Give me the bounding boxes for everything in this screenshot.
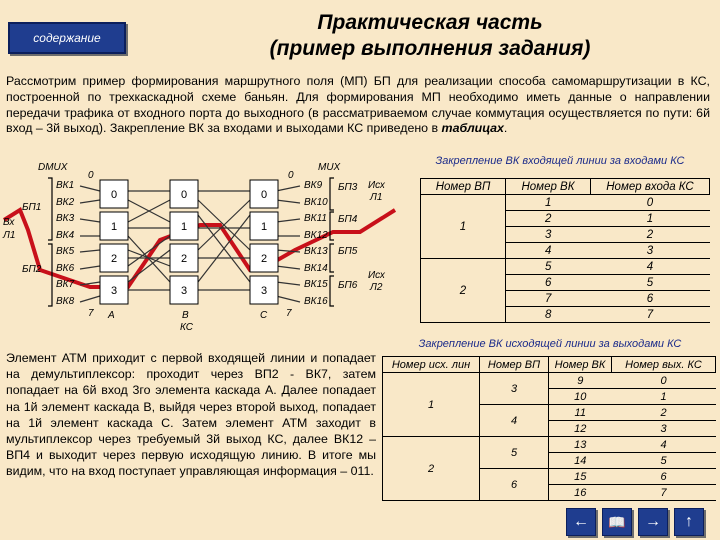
vk-out-10: ВК10 [304, 197, 328, 208]
out-line-2-b: Л2 [370, 282, 383, 293]
table2-vk: 9 [549, 373, 612, 389]
vk-in-3: ВК3 [56, 213, 75, 224]
back-button[interactable]: ← [566, 508, 596, 536]
table2-vk: 14 [549, 453, 612, 469]
table1-vk: 2 [506, 211, 591, 227]
vk-in-8: ВК8 [56, 296, 75, 307]
page-title [150, 10, 710, 62]
port-b-2: 2 [180, 253, 188, 265]
vk-out-16: ВК16 [304, 296, 328, 307]
intro-end: . [503, 121, 508, 136]
table2-output: 4 [612, 437, 716, 453]
table1-vk: 7 [506, 291, 591, 307]
zero-right: 0 [288, 170, 294, 181]
table1-vk: 3 [506, 227, 591, 243]
table2-vk: 10 [549, 389, 612, 405]
title-line-1: Практическая часть [317, 11, 543, 34]
up-button[interactable]: ↑ [674, 508, 704, 536]
table1-input: 5 [591, 275, 710, 291]
table1-caption: Закрепление ВК входящей линии за входами КС [410, 155, 710, 167]
port-a-3: 3 [110, 285, 118, 297]
switch-elements [100, 180, 278, 304]
bp2-label: БП2 [22, 264, 42, 275]
table1-vk: 5 [506, 259, 591, 275]
table1-header-vk: Номер ВК [506, 179, 591, 195]
vk-in-2: ВК2 [56, 197, 75, 208]
port-b-3: 3 [180, 285, 188, 297]
mux-label: MUX [318, 162, 341, 173]
vk-out-15: ВК15 [304, 279, 328, 290]
bp1-label: БП1 [22, 202, 42, 213]
table2-output: 0 [612, 373, 716, 389]
table2-header-line: Номер исх. лин [383, 357, 480, 373]
banyan-switch-diagram [0, 150, 400, 340]
table2-vk: 16 [549, 485, 612, 501]
out-line-1-b: Л1 [370, 192, 383, 203]
port-b-0: 0 [180, 189, 188, 201]
forward-button[interactable]: → [638, 508, 668, 536]
input-label-2: Л1 [3, 230, 16, 241]
table2-header-vk: Номер ВК [549, 357, 612, 373]
table2-vk: 13 [549, 437, 612, 453]
table2-output: 5 [612, 453, 716, 469]
port-c-1: 1 [260, 221, 268, 233]
port-b-1: 1 [180, 221, 188, 233]
input-label-1: Вх [3, 217, 15, 228]
intro-text: Рассмотрим пример формирования маршрутного поля (МП) БП для реализации способа самомаршрутизации в КС, построенной по трехкаскадной схеме баньян. Для формирования МП необходимо иметь данные о направлении передачи трафика от входного порта до выходного (в рассматриваемом случае коммутация осуществляется по пути: 6й вход – 3й выход). Закрепление ВК за входами и выходами КС приведено в [6, 74, 710, 136]
table2-output: 3 [612, 421, 716, 437]
mux-bracket-1 [330, 178, 334, 210]
table1-vk: 4 [506, 243, 591, 259]
table1-vp-1: 1 [421, 195, 506, 259]
table1-input: 4 [591, 259, 710, 275]
table1-vk: 6 [506, 275, 591, 291]
bp5-label: БП5 [338, 246, 358, 257]
table2-vp: 5 [480, 437, 549, 469]
contents-button[interactable]: содержание [8, 22, 126, 54]
table2-vp: 6 [480, 469, 549, 501]
table2-caption: Закрепление ВК исходящей линии за выходами КС [384, 338, 716, 350]
port-a-2: 2 [110, 253, 118, 265]
table2-vk: 15 [549, 469, 612, 485]
table2-header-output: Номер вых. КС [612, 357, 716, 373]
table1-vp-2: 2 [421, 259, 506, 323]
port-c-2: 2 [260, 253, 268, 265]
vk-in-1: ВК1 [56, 180, 75, 191]
table2-line-2: 2 [383, 437, 480, 501]
vk-in-4: ВК4 [56, 230, 75, 241]
vk-in-6: ВК6 [56, 263, 75, 274]
table1-input: 1 [591, 211, 710, 227]
port-c-0: 0 [260, 189, 268, 201]
table1-input: 6 [591, 291, 710, 307]
dmux-label: DMUX [38, 162, 68, 173]
seven-right: 7 [286, 308, 292, 319]
vk-in-5: ВК5 [56, 246, 75, 257]
table2-vp: 4 [480, 405, 549, 437]
table1-vk: 1 [506, 195, 591, 211]
vk-out-9: ВК9 [304, 180, 323, 191]
vk-out-12: ВК12 [304, 230, 328, 241]
table1-input: 2 [591, 227, 710, 243]
table2-vp: 3 [480, 373, 549, 405]
vk-in-7: ВК7 [56, 279, 75, 290]
bp6-label: БП6 [338, 280, 358, 291]
book-button[interactable]: 📖 [602, 508, 632, 536]
intro-paragraph [6, 74, 710, 137]
port-c-3: 3 [260, 285, 268, 297]
table2-output: 7 [612, 485, 716, 501]
intro-bold-word: таблицах [441, 121, 504, 136]
vk-out-11: ВК11 [304, 213, 327, 224]
mux-bracket-3 [330, 244, 334, 272]
table2-header-vp: Номер ВП [480, 357, 549, 373]
table2 [382, 356, 716, 501]
seven-left: 7 [88, 308, 94, 319]
out-line-1-a: Исх [368, 180, 385, 191]
stage-b-label: B [182, 310, 189, 321]
vk-out-13: ВК13 [304, 246, 328, 257]
table2-output: 2 [612, 405, 716, 421]
demux-upper [48, 178, 52, 240]
table1-vk: 8 [506, 307, 591, 323]
table2-output: 6 [612, 469, 716, 485]
table1-header-input: Номер входа КС [591, 179, 710, 195]
out-line-2-a: Исх [368, 270, 385, 281]
table1-header-vp: Номер ВП [421, 179, 506, 195]
stage-a-label: A [108, 310, 115, 321]
bp4-label: БП4 [338, 214, 358, 225]
explanation-paragraph: Элемент АТМ приходит с первой входящей линии и попадает на демультиплексор: проходит через ВП2 - ВК7, затем попадает на 6й вход 3го элемента каскада А. Далее попадает на 1й элемент каскада В, выйдя через второй выход, попадает на 1й элемент каскада С. Затем элемент АТМ заходит в мультиплексор через требуемый 3й выход КС, далее ВК12 – ВП4 и выходит через первую исходящую линию. В итоге мы видим, что на вход поступает управляющая информация – 011. [6, 351, 376, 479]
table1-input: 0 [591, 195, 710, 211]
table2-vk: 12 [549, 421, 612, 437]
table2-vk: 11 [549, 405, 612, 421]
table1 [420, 178, 710, 323]
mux-bracket-4 [330, 276, 334, 306]
port-a-0: 0 [110, 189, 118, 201]
table2-output: 1 [612, 389, 716, 405]
stage-c-label: C [260, 310, 268, 321]
title-line-2: (пример выполнения задания) [269, 37, 591, 60]
vk-out-14: ВК14 [304, 263, 328, 274]
ks-label: КС [180, 322, 194, 333]
table2-line-1: 1 [383, 373, 480, 437]
bp3-label: БП3 [338, 182, 358, 193]
table1-input: 3 [591, 243, 710, 259]
zero-left: 0 [88, 170, 94, 181]
table1-input: 7 [591, 307, 710, 323]
port-a-1: 1 [110, 221, 118, 233]
mux-bracket-2 [330, 212, 334, 240]
